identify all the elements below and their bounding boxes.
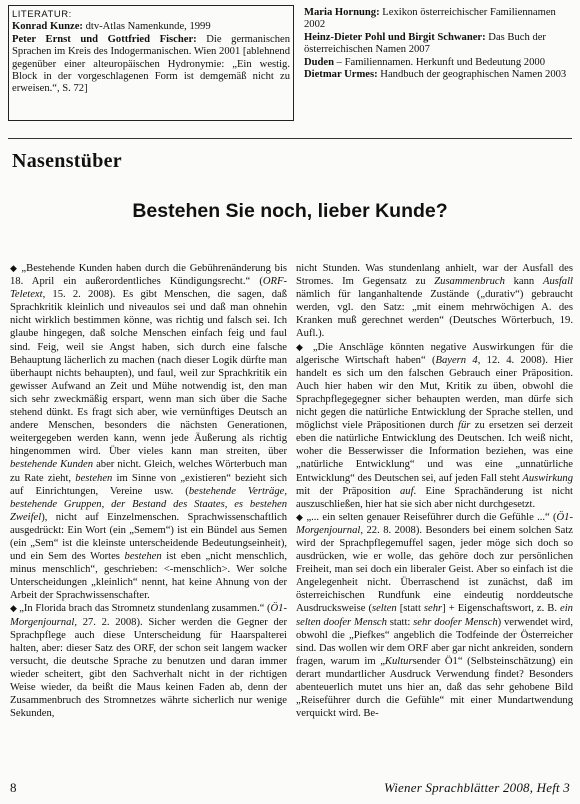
text-run: statt: bbox=[386, 616, 414, 628]
literature-left bbox=[12, 9, 290, 96]
article-paragraph bbox=[296, 262, 573, 341]
section-rubric: Nasenstüber bbox=[12, 150, 122, 172]
text-run: , 27. 2. 2008). Sicher werden die Gegner der Sprachpflege auch diese Unterscheidung für Haarspalterei halten, aber: dieser Satz des ORF, der schon seit langem wacker versucht, die deutsche Sprache zu benutzen und daran immer wieder scheitert, gibt den Sachverhalt nicht in der richtigen Weise wieder, da beißt die Maus keinen Faden ab, denn der Zusammenbruch des Stromnetzes währte sicherlich nur wenige Sekunden, bbox=[10, 616, 287, 720]
text-run: Zusammenbruch bbox=[434, 276, 505, 288]
text-run: „Bestehende Kunden haben durch die Gebührenänderung bis 18. April ein außerordentliches Kündigungsrecht.“ ( bbox=[10, 263, 287, 288]
text-run: nämlich für langanhaltende Zustände („durativ“) gebraucht werden, vgl. den Satz: „mit einem mehrwöchigen A. des Kranken muß gerechnet werden“ (Deutsches Wörterbuch, 19. Aufl.). bbox=[296, 289, 573, 340]
literature-title: Lexikon österreichischer Familiennamen 2002 bbox=[304, 7, 556, 31]
text-run: [statt bbox=[396, 603, 424, 615]
text-run: auf bbox=[399, 485, 414, 497]
diamond-bullet-icon: ◆ bbox=[10, 263, 22, 273]
page-footer bbox=[10, 780, 570, 800]
text-run: Ö1-Morgenjournal bbox=[296, 511, 573, 536]
text-run: aber nicht. Gleich, welches Wörterbuch man zu Rate zieht, bbox=[10, 459, 287, 484]
literature-title: Das Buch der österreichischen Namen 2007 bbox=[304, 31, 546, 56]
text-run: Ö1-Morgenjournal bbox=[10, 603, 287, 628]
text-run: sender Ö1“ (Selbsteinschätzung) ein derart mundartlicher Ausdruck Verwendung findet? Besonders abenteuerlich mutet uns hier an, daß das sehr gehobene Bild „Reiseführer durch die Gefühle“ mit einer Mundartwendung verquickt wird. Be- bbox=[296, 655, 573, 720]
text-run: nicht Stunden. Was stundenlang anhielt, war der Ausfall des Stromes. Im Gegensatz zu bbox=[296, 263, 573, 288]
diamond-bullet-icon: ◆ bbox=[296, 511, 307, 522]
literature-author: Maria Hornung: bbox=[304, 7, 380, 18]
literature-title: Die germanischen Sprachen im Kreis des Indogermanischen. Wien 2001 [ablehnend gegenüber einer alteuropäischen Hydronymie: „Ein westig. Block in der vorgeschlagenen Form ist demgemäß nicht zu erweisen.“, S. 72] bbox=[12, 33, 290, 95]
text-run: ) verwendet wird, obwohl die „Piefkes“ angeblich die Todfeinde der Österreicher sind. Das wollen wir dem ORF aber gar nicht ankreiden, sondern fragen, warum im „ bbox=[296, 616, 573, 667]
text-run: bestehen bbox=[75, 472, 113, 484]
diamond-bullet-icon: ◆ bbox=[10, 603, 20, 614]
text-run: ), nicht auf Einzelmenschen. Sprachwissenschaftlich ausgedrückt: Ein Wort (ein „Semem“) ist ein Bündel aus Semen (ein „Sem“ ist die kleinste unterscheidende Bedeutungseinheit), und ein Sem des Wortes bbox=[10, 511, 287, 563]
literature-author: Konrad Kunze: bbox=[12, 21, 83, 33]
literature-right-list bbox=[304, 7, 574, 81]
text-run: ] + Eigenschaftswort, z. B. bbox=[442, 603, 561, 615]
text-run: , 22. 8. 2008). Besonders bei einem solchen Satz wird der Sprachpflegemuffel sagen, jeder möge sich doch so ausdrücken, wie er wolle, das gehöre doch zur persönlichen Freiheit, man sei doch ein liberaler Geist. Aber so einfach ist die Angelegenheit nicht. Überraschend ist zunächst, daß im österreichischen Rundfunk eine eindeutig norddeutsche Ausdrucksweise ( bbox=[296, 524, 573, 615]
text-run: Ausfall bbox=[542, 276, 573, 288]
text-run: bestehende Kunden bbox=[10, 459, 94, 471]
article-paragraph bbox=[296, 341, 573, 511]
text-run: Kultur bbox=[384, 655, 413, 667]
text-run: „Die Anschläge könnten negative Auswirkungen für die algerische Wirtschaft haben“ ( bbox=[296, 341, 573, 366]
literature-title: Handbuch der geographischen Namen 2003 bbox=[377, 69, 567, 81]
literature-author: Peter Ernst und Gottfried Fischer: bbox=[12, 33, 197, 45]
literature-entry bbox=[12, 34, 290, 96]
text-run: bestehen bbox=[124, 551, 162, 563]
literature-title: – Familiennamen. Herkunft und Bedeutung 2000 bbox=[334, 56, 545, 68]
text-run: sehr doofer Mensch bbox=[413, 616, 498, 628]
text-run: „In Florida brach das Stromnetz stundenlang zusammen.“ ( bbox=[19, 603, 271, 615]
literature-author: Dietmar Urmes: bbox=[304, 69, 378, 81]
diamond-bullet-icon: ◆ bbox=[296, 341, 313, 352]
text-run: im Sinne von „existieren“ bezieht sich auf Einrichtungen, Vereine usw. ( bbox=[10, 472, 287, 497]
article-column-right bbox=[296, 262, 573, 772]
text-run: ORF-Teletext bbox=[10, 276, 287, 301]
text-run: für bbox=[458, 420, 471, 432]
article-paragraph bbox=[10, 262, 287, 602]
text-run: . Eine Sprachänderung ist nicht auszuschließen, hier hat sie sich aber nicht durchgesetzt. bbox=[296, 485, 573, 510]
text-run: Bayern 4 bbox=[435, 354, 478, 366]
text-run: , 15. 2. 2008). Es gibt Menschen, die sagen, daß Sprachkritik kleinlich und niveaulos sei und daß man ohnehin nicht wirklich bestimmen könne, was richtig und falsch sei. Ich glaube hingegen, daß solche Menschen einfach feig und faul sind. Feig, weil sie Angst haben, sich durch eine falsche Behauptung lächerlich zu machen (nach dieser Logik dürfte man überhaupt nichts behaupten), und faul, weil zur Sprachkritik ein gewisser Aufwand an Zeit und Mühe notwendig ist, den man sich sehr zweckmäßig erspart, wenn man sich über die Sache stehend dünkt. Es fragt sich aber, wie vernünftiges Deutsch an andere Menschen, besonders die nächsten Generationen, weitergegeben werden kann, wenn jede Äußerung als richtig hingenommen wird. Über vieles kann man streiten, über bbox=[10, 289, 287, 458]
literature-author: Heinz-Dieter Pohl und Birgit Schwaner: bbox=[304, 31, 486, 43]
article-paragraph bbox=[10, 602, 287, 720]
literature-author: Duden bbox=[304, 56, 335, 68]
literature-heading: LITERATUR: bbox=[12, 9, 72, 20]
literature-entry bbox=[12, 21, 290, 33]
literature-entry bbox=[304, 57, 574, 69]
text-run: mit der Präposition bbox=[296, 485, 400, 497]
text-run: , 12. 4. 2008). Hier handelt es sich um den falschen Gebrauch einer Präposition. Auch hier haben wir den Mut, Kritik zu üben, obwohl die Sprachpflegegegner sicher behaupten werden, man dürfe sich nicht gegen die natürliche Entwicklung der Sprache stellen, und möglichst viele Präpositionen durch bbox=[296, 354, 573, 432]
text-run: zu ersetzen sei derzeit eben die natürliche Entwicklung des Deutschen. Ich weiß nicht, woher die Besserwisser die Information beziehen, was eine „natürliche Entwicklung“ und was eine „unnatürliche Entwicklung“ des Deutschen sei, auf jeden Fall steht bbox=[296, 420, 573, 484]
text-run: kann bbox=[504, 276, 543, 288]
article-column-left bbox=[10, 262, 287, 772]
literature-entry bbox=[304, 32, 574, 57]
text-run: „... ein selten genauer Reiseführer durch die Gefühle ...“ ( bbox=[306, 511, 557, 523]
text-run: Auswirkung bbox=[522, 472, 573, 484]
article-headline: Bestehen Sie noch, lieber Kunde? bbox=[132, 200, 448, 222]
page-number: 8 bbox=[10, 780, 17, 795]
literature-title: dtv-Atlas Namenkunde, 1999 bbox=[82, 21, 211, 33]
text-run: sehr bbox=[423, 603, 443, 615]
text-run: ein selten doofer Mensch bbox=[296, 603, 573, 628]
literature-entry bbox=[304, 69, 574, 81]
literature-entry bbox=[304, 7, 574, 32]
section-divider bbox=[8, 138, 572, 139]
literature-left-list bbox=[12, 21, 290, 95]
text-run: selten bbox=[371, 603, 397, 615]
text-run: ist eben „nicht menschlich, minus menschlich“, geschrieben: <-menschlich>. Wer solche Unterscheidungen „kleinlich“ nennt, hat keine Ahnung von der Arbeit der Sprachwissenschafter. bbox=[10, 551, 287, 602]
publication-title: Wiener Sprachblätter 2008, Heft 3 bbox=[383, 780, 570, 795]
text-run: bestehende Verträge, bestehende Gruppen, der Bestand des Staates, es bestehen Zweifel bbox=[10, 485, 287, 523]
article-paragraph bbox=[296, 511, 573, 721]
